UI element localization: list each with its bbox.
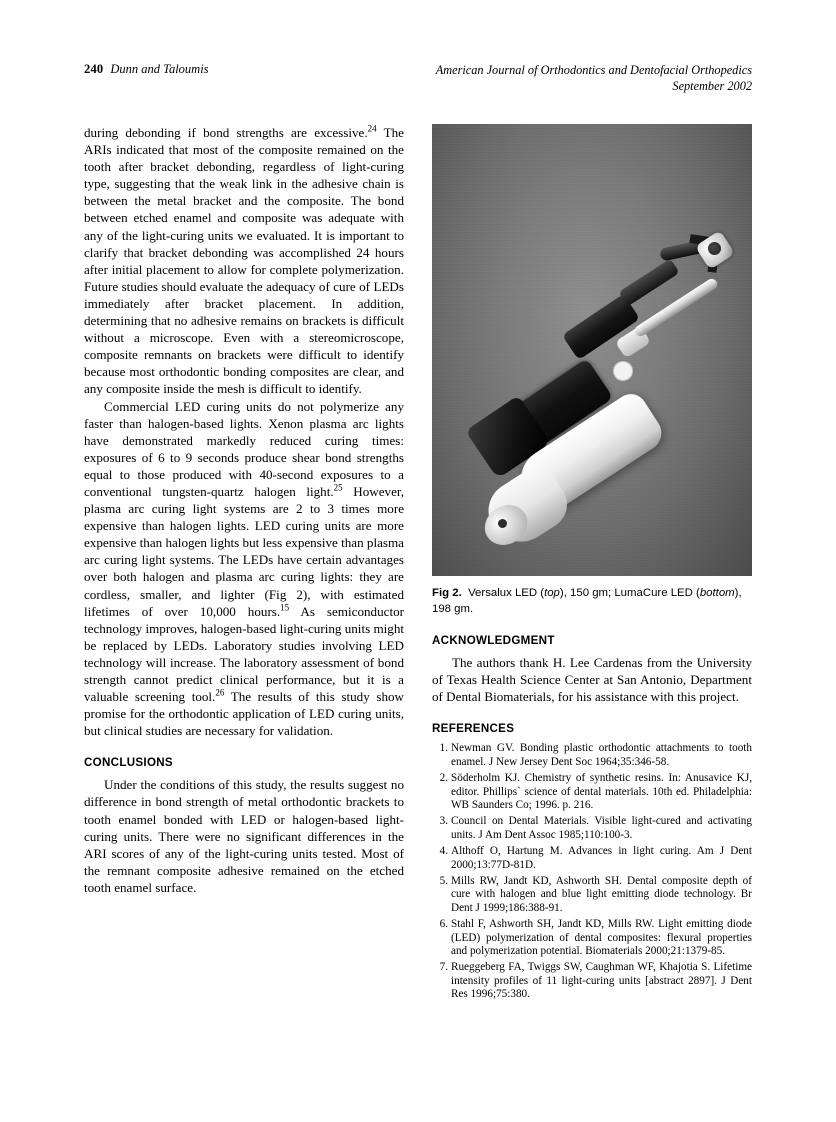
lumacure-lens: [708, 242, 721, 255]
caption-emph-bottom: bottom: [699, 587, 735, 599]
heading-conclusions: CONCLUSIONS: [84, 756, 173, 770]
reference-item: Stahl F, Ashworth SH, Jandt KD, Mills RW. Light emitting diode (LED) polymerization of dental composites: flexural properties and polymerization potential. Biomaterials 2000;21:1379-85.: [451, 918, 752, 957]
heading-references: REFERENCES: [432, 722, 515, 736]
reference-item: Council on Dental Materials. Visible light-cured and activating units. J Am Dent Assoc 1985;110:100-3.: [451, 815, 752, 841]
lumacure-port: [498, 519, 507, 528]
reference-list: [432, 742, 752, 1001]
paragraph-text: during debonding if bond strengths are excessive.$^{24}$ The ARIs indicated that most of the composite remained on the tooth after bracket debonding, regardless of light-curing type, suggesting that the weak link in the adhesive chain is between the metal bracket and the composite. The bond between etched enamel and composite was adequate with any of the light-curing units we evaluated. It is important to clarify that bracket debonding was accomplished 24 hours after initial placement to allow for complete polymerization. Future studies should evaluate the adequacy of cure of LEDs immediately after bracket placement. In addition, determining that no adhesive remains on brackets is difficult without a microscope. Even with a stereomicroscope, composite remnants on brackets were difficult to identify because most orthodontic bonding composites are clear, and any composite inside the mesh is difficult to identify.: [84, 123, 404, 397]
heading-acknowledgment: ACKNOWLEDGMENT: [432, 634, 555, 647]
figure-2-caption: [432, 586, 752, 617]
right-column: [432, 124, 752, 1005]
caption-emph-top: top: [544, 587, 560, 599]
paragraph-acknowledgment: The authors thank H. Lee Cardenas from the University of Texas Health Science Center at San Antonio, Department of Dental Biomaterials, for his assistance with this project.: [432, 655, 752, 705]
reference-superscript: 25: [333, 482, 343, 493]
journal-title: American Journal of Orthodontics and Dentofacial Orthopedics: [435, 63, 752, 77]
caption-text-2: ), 150 gm; LumaCure LED (: [559, 587, 700, 599]
left-column: [84, 124, 404, 896]
caption-text-1: Versalux LED (: [468, 587, 545, 599]
paragraph-led-comparison: [84, 398, 404, 740]
page-number: 240: [84, 62, 104, 76]
running-head-left: [84, 62, 209, 77]
paragraph-text: Commercial LED curing units do not polymerize any faster than halogen-based lights. Xenon plasma arc lights have demonstrated markedly reduced curing times: exposures of 6 to 9 seconds produce shear bond strengths equal to those produced with 40-second exposures to a conventional tungsten-quartz halogen light.$^{25}$ However, plasma arc curing light systems are 2 to 3 times more expensive than halogen lights. LED curing units are more expensive than halogen lights but less expensive than plasma arc curing light systems. The LEDs have certain advantages over both halogen and plasma arc curing lights: they are cordless, smaller, and lighter (Fig 2), with estimated lifetimes of over 10,000 hours.$^{15}$ As semiconductor technology improves, halogen-based light-curing units might be replaced by LEDs. Laboratory studies involving LED technology will increase. The laboratory assessment of bond strength cannot predict clinical performance, but it is a valuable screening tool.$^{26}$ The results of this study show promise for the orthodontic application of LED curing units, but clinical studies are necessary for validation.: [84, 398, 405, 739]
reference-superscript: 24: [367, 123, 377, 134]
running-head-authors: Dunn and Taloumis: [110, 62, 209, 76]
paragraph-conclusions: Under the conditions of this study, the results suggest no difference in bond strength of metal orthodontic brackets to tooth enamel bonded with LED or halogen-based light-curing units. There were no significant differences in the ARI scores of any of the light-curing units tested. Most of the remnant composite adhesive remained on the etched tooth enamel surface.: [84, 777, 404, 895]
running-head: [84, 62, 752, 108]
paragraph-ari-discussion: [84, 124, 404, 398]
reference-item: Rueggeberg FA, Twiggs SW, Caughman WF, Khajotia S. Lifetime intensity profiles of 11 light-curing units [abstract 2897]. J Dent Res 1996;75:380.: [451, 961, 752, 1001]
figure-2-image: [432, 124, 752, 576]
running-head-right: [436, 62, 752, 94]
issue-date: September 2002: [672, 79, 752, 93]
reference-item: Söderholm KJ. Chemistry of synthetic resins. In: Anusavice KJ, editor. Phillips` science of dental materials. 10th ed. Philadelphia: WB Saunders Co; 1996. p. 216.: [451, 772, 752, 811]
reference-superscript: 26: [215, 687, 225, 698]
reference-item: Newman GV. Bonding plastic orthodontic attachments to tooth enamel. J New Jersey Dent Soc 1964;35:346-58.: [451, 742, 752, 768]
caption-text-3: ), 198 gm.: [432, 587, 742, 615]
photo-curing-lights: [432, 124, 752, 576]
reference-item: Althoff O, Hartung M. Advances in light curing. Am J Dent 2000;13:77D-81D.: [451, 845, 752, 871]
reference-item: Mills RW, Jandt KD, Ashworth SH. Dental composite depth of cure with halogen and blue light emitting diode technology. Br Dent J 1999;186:388-91.: [451, 874, 752, 914]
reference-superscript: 15: [280, 602, 290, 613]
page-content: [84, 62, 752, 1062]
figure-label: Fig 2.: [432, 587, 462, 599]
